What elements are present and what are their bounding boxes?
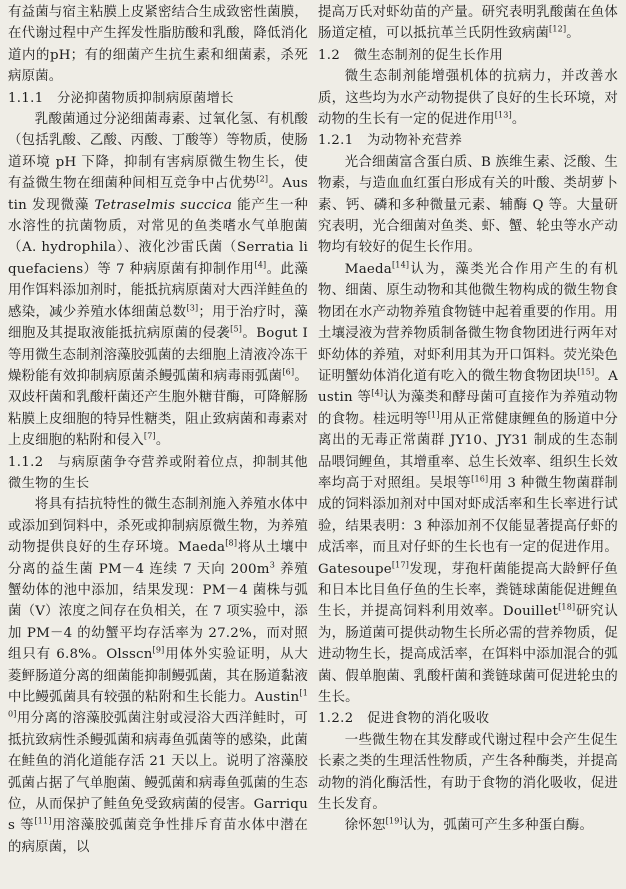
species-name: Tetraselmis succica bbox=[94, 197, 232, 213]
citation: [9] bbox=[152, 645, 165, 655]
citation: [17] bbox=[391, 560, 410, 570]
left-column bbox=[8, 2, 308, 858]
citation: [7] bbox=[143, 431, 156, 441]
citation: [15] bbox=[577, 367, 595, 377]
paragraph-xu-huaishu: 徐怀恕[19]认为，弧菌可产生多种蛋白酶。 bbox=[344, 816, 594, 834]
section-heading-1-2: 1.2 微生态制剂的促生长作用 bbox=[318, 47, 504, 63]
paragraph-digestion: 一些微生物在其发酵或代谢过程中会产生促生长素之类的生理活性物质，产生各种酶类，并提高动物的消化酶活性，有助于食物的消化吸收，促进生长发育。 bbox=[318, 732, 618, 813]
citation: [16] bbox=[471, 474, 489, 484]
paragraph-photosynthetic-bacteria: 光合细菌富含蛋白质、B 族维生素、泛酸、生物素，与造血血红蛋白形成有关的叶酸、类胡萝卜素、钙、磷和多种微量元素、辅酶 Q 等。大量研究表明，光合细菌对鱼类、虾、蟹、轮虫等水产动物均有较好的促生长作用。 bbox=[318, 154, 618, 256]
paragraph-continuation: 提高万氏对虾幼苗的产量。研究表明乳酸菌在鱼体肠道定植，可以抵抗革兰氏阴性致病菌[12]。 bbox=[318, 5, 618, 42]
citation: [4] bbox=[254, 260, 267, 270]
citation: [5] bbox=[230, 324, 243, 334]
citation: [8] bbox=[225, 538, 238, 548]
citation: [13] bbox=[494, 110, 512, 120]
paragraph-intro: 有益菌与宿主粘膜上皮紧密结合生成致密性菌膜，在代谢过程中产生挥发性脂肪酸和乳酸，降低消化道内的pH；有的细菌产生抗生素和细菌素，杀死病原菌。 bbox=[8, 5, 308, 85]
paragraph-maeda: Maeda[14]认为，藻类光合作用产生的有机物、细菌、原生动物和其他微生物构成的微生物食物团在水产动物养殖食物链中起着重要的作用。用土壤浸液为营养物质制备微生物食物团进行两年对虾幼体的养殖，对虾利用其为开口饵料。荧光染色证明蟹幼体消化道有吃入的微生物食物团块[15]。Austin 等[4]认为藻类和酵母菌可直接作为养殖动物的食物。桂远明等[1]用从正常健康鲤鱼的肠道中分离出的无毒正常菌群 JY10、JY31 制成的生态制品喂饲鲤鱼，其增重率、总生长效率、组织生长效率均高于对照组。吴垠等[16]用 3 种微生物菌群制成的饲料添加剂对中国对虾成活率和生长率进行试验，结果表明：3 种添加剂不仅能显著提高仔虾的成活率，而且对仔虾的生长也有一定的促进作用。Gatesoupe[17]发现，芽孢杆菌能提高大龄鲆仔鱼和日本比目鱼仔鱼的生长率，粪链球菌能促进鲤鱼生长，并提高饲料利用效率。Douillet[18]研究认为，肠道菌可提供动物生长所必需的营养物质，促进动物生长，提高成活率，在饵料中添加混合的弧菌、假单胞菌、乳酸杆菌和粪链球菌可促进轮虫的生长。 bbox=[318, 260, 619, 705]
paragraph-growth-promotion: 微生态制剂能增强机体的抗病力，并改善水质，这些均为水产动物提供了良好的生长环境，对动物的生长有一定的促进作用[13]。 bbox=[318, 69, 618, 128]
citation: [19] bbox=[385, 816, 403, 826]
citation: [11] bbox=[34, 816, 52, 826]
citation: [10] bbox=[8, 688, 308, 719]
paragraph-lactic-acid: 乳酸菌通过分泌细菌毒素、过氧化氢、有机酸（包括乳酸、乙酸、丙酸、丁酸等）等物质，使肠道环境 pH 下降，抑制有害病原微生物生长，使有益微生物在细菌种间相互竞争中占优势[2]。Austin 发现微藻 Tetraselmis succica 能产生一种水溶性的抗菌物质，对常见的鱼类嗜水气单胞菌（A. hydrophila）、液化沙雷氏菌（Serratia liquefaciens）等 7 种病原菌有抑制作用[4]。此藻用作饵料添加剂时，能抵抗病原菌对大西洋鲑鱼的感染，减少养殖水体细菌总数[3]；用于治疗时，藻细胞及其提取液能抵抗病原菌的侵袭[5]。Bogut I 等用微生态制剂溶藻胶弧菌的去细胞上清液冷冻干燥粉能有效抑制病原菌杀鳗弧菌和病毒雨弧菌[6]。双歧杆菌和乳酸杆菌还产生胞外糖苷酶，可降解肠粘膜上皮细胞的特异性糖类，阻止致病菌和毒素对上皮细胞的粘附和侵入[7]。 bbox=[8, 112, 308, 449]
citation: [1] bbox=[427, 410, 440, 420]
paragraph-competition: 将具有拮抗特性的微生态制剂施入养殖水体中或添加到饲料中，杀死或抑制病原微生物，为养殖动物提供良好的生存环境。Maeda[8]将从土壤中分离的益生菌 PM－4 连续 7 天向 $200m^3$ 养殖蟹幼体的池中添加，结果发现：PM－4 菌株与弧菌（V）浓度之间存在负相关，在 7 项实验中，添加 PM－4 的幼蟹平均存活率为 27.2%，而对照组只有 6.8%。Olsscn[9]用体外实验证明，从大菱鲆肠道分离的细菌能抑制鳗弧菌，其在肠道黏液中比鳗弧菌具有较强的粘附和生长能力。Austin[10]用分离的溶藻胶弧菌注射或浸浴大西洋鲑时，可抵抗致病性杀鳗弧菌和病毒鱼弧菌等的感染，此菌在鲑鱼的消化道能存活 21 天以上。说明了溶藻胶弧菌占据了气单胞菌、鳗弧菌和病毒鱼弧菌的生态位，从而保护了鲑鱼免受致病菌的侵害。Garriqus 等[11]用溶藻胶弧菌竞争性排斥育苗水体中潜在的病原菌，以 bbox=[8, 497, 309, 855]
citation: [2] bbox=[256, 174, 269, 184]
right-column bbox=[318, 2, 618, 837]
citation: [6] bbox=[282, 367, 295, 377]
section-heading-1-1-2: 1.1.2 与病原菌争夺营养或附着位点，抑制其他微生物的生长 bbox=[8, 454, 308, 491]
citation: [12] bbox=[549, 24, 567, 34]
section-heading-1-2-2: 1.2.2 促进食物的消化吸收 bbox=[318, 711, 490, 727]
superscript: 3 bbox=[269, 560, 275, 570]
section-heading-1-1-1: 1.1.1 分泌抑菌物质抑制病原菌增长 bbox=[8, 90, 234, 106]
citation: [4] bbox=[371, 388, 384, 398]
section-heading-1-2-1: 1.2.1 为动物补充营养 bbox=[318, 133, 463, 149]
citation: [14] bbox=[391, 260, 410, 270]
citation: [3] bbox=[186, 303, 199, 313]
citation: [18] bbox=[558, 602, 576, 612]
